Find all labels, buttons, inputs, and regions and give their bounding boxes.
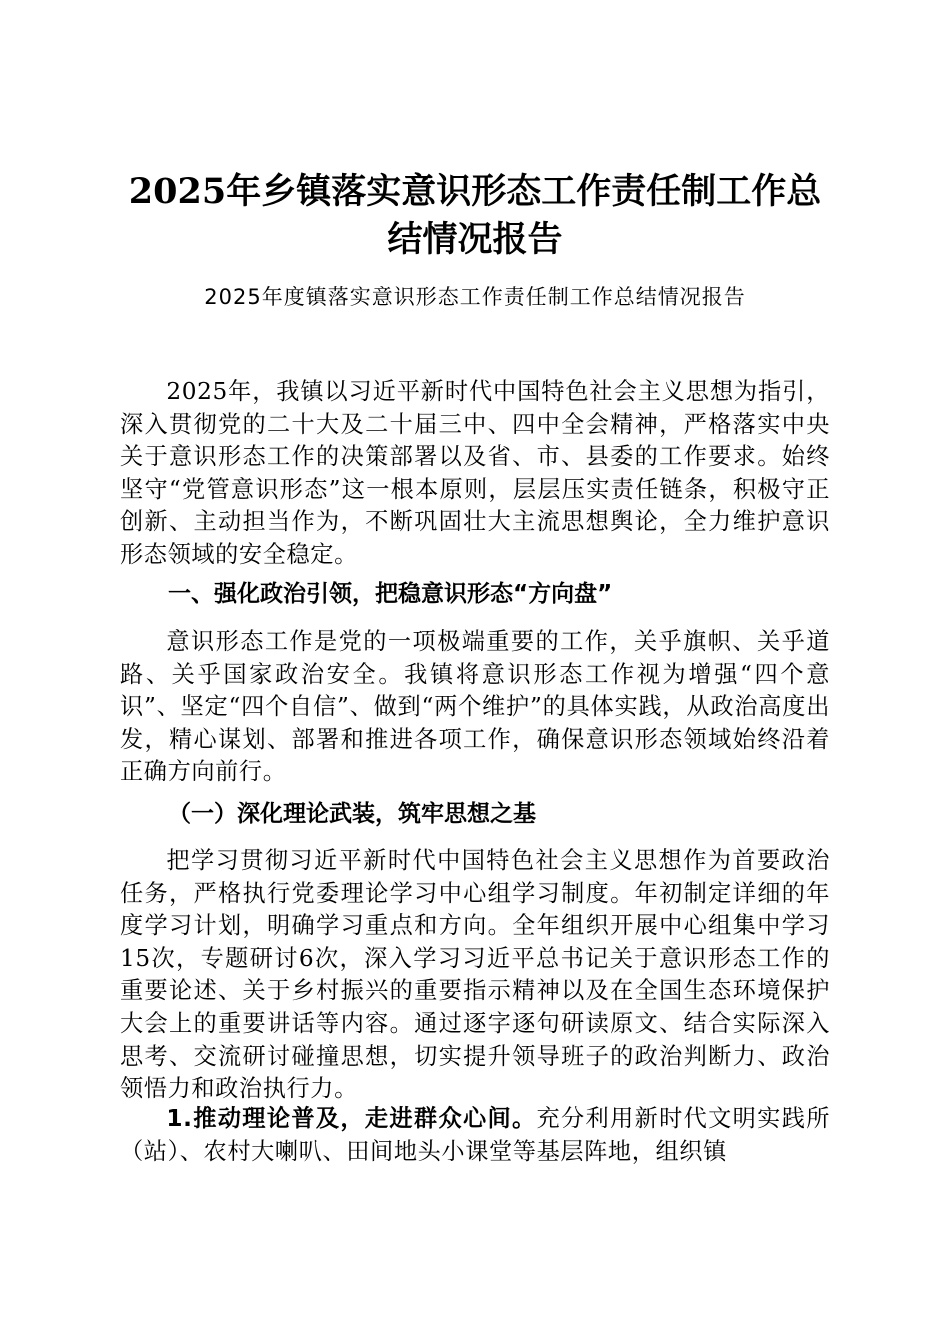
subsection-1-paragraph: 把学习贯彻习近平新时代中国特色社会主义思想作为首要政治任务，严格执行党委理论学习中心组学习制度。年初制定详细的年度学习计划，明确学习重点和方向。全年组织开展中心组集中学习15次，专题研讨6次，深入学习习近平总书记关于意识形态工作的重要论述、关于乡村振兴的重要指示精神以及在全国生态环境保护大会上的重要讲话等内容。通过逐字逐句研读原文、结合实际深入思考、交流研讨碰撞思想，切实提升领导班子的政治判断力、政治领悟力和政治执行力。 bbox=[120, 847, 830, 1103]
section-heading-1: 一、强化政治引领，把稳意识形态“方向盘” bbox=[168, 581, 613, 607]
document-title: 2025年乡镇落实意识形态工作责任制工作总结情况报告 bbox=[128, 171, 822, 260]
section-1-paragraph: 意识形态工作是党的一项极端重要的工作，关乎旗帜、关乎道路、关乎国家政治安全。我镇将意识形态工作视为增强“四个意识”、坚定“四个自信”、做到“两个维护”的具体实践，从政治高度出发，精心谋划、部署和推进各项工作，确保意识形态领域始终沿着正确方向前行。 bbox=[120, 628, 830, 786]
point-1-paragraph bbox=[120, 1103, 830, 1168]
point-1-lead: 1.推动理论普及，走进群众心间。 bbox=[166, 1105, 537, 1132]
document-subtitle: 2025年度镇落实意识形态工作责任制工作总结情况报告 bbox=[204, 285, 746, 309]
point-1-body: 充分利用新时代文明实践所（站）、农村大喇叭、田间地头小课堂等基层阵地，组织镇 bbox=[120, 1105, 830, 1165]
intro-paragraph: 2025年，我镇以习近平新时代中国特色社会主义思想为指引，深入贯彻党的二十大及二十届三中、四中全会精神，严格落实中央关于意识形态工作的决策部署以及省、市、县委的工作要求。始终坚守“党管意识形态”这一根本原则，层层压实责任链条，积极守正创新、主动担当作为，不断巩固壮大主流思想舆论，全力维护意识形态领域的安全稳定。 bbox=[120, 378, 830, 568]
subsection-heading-1: （一）深化理论武装，筑牢思想之基 bbox=[168, 801, 536, 827]
